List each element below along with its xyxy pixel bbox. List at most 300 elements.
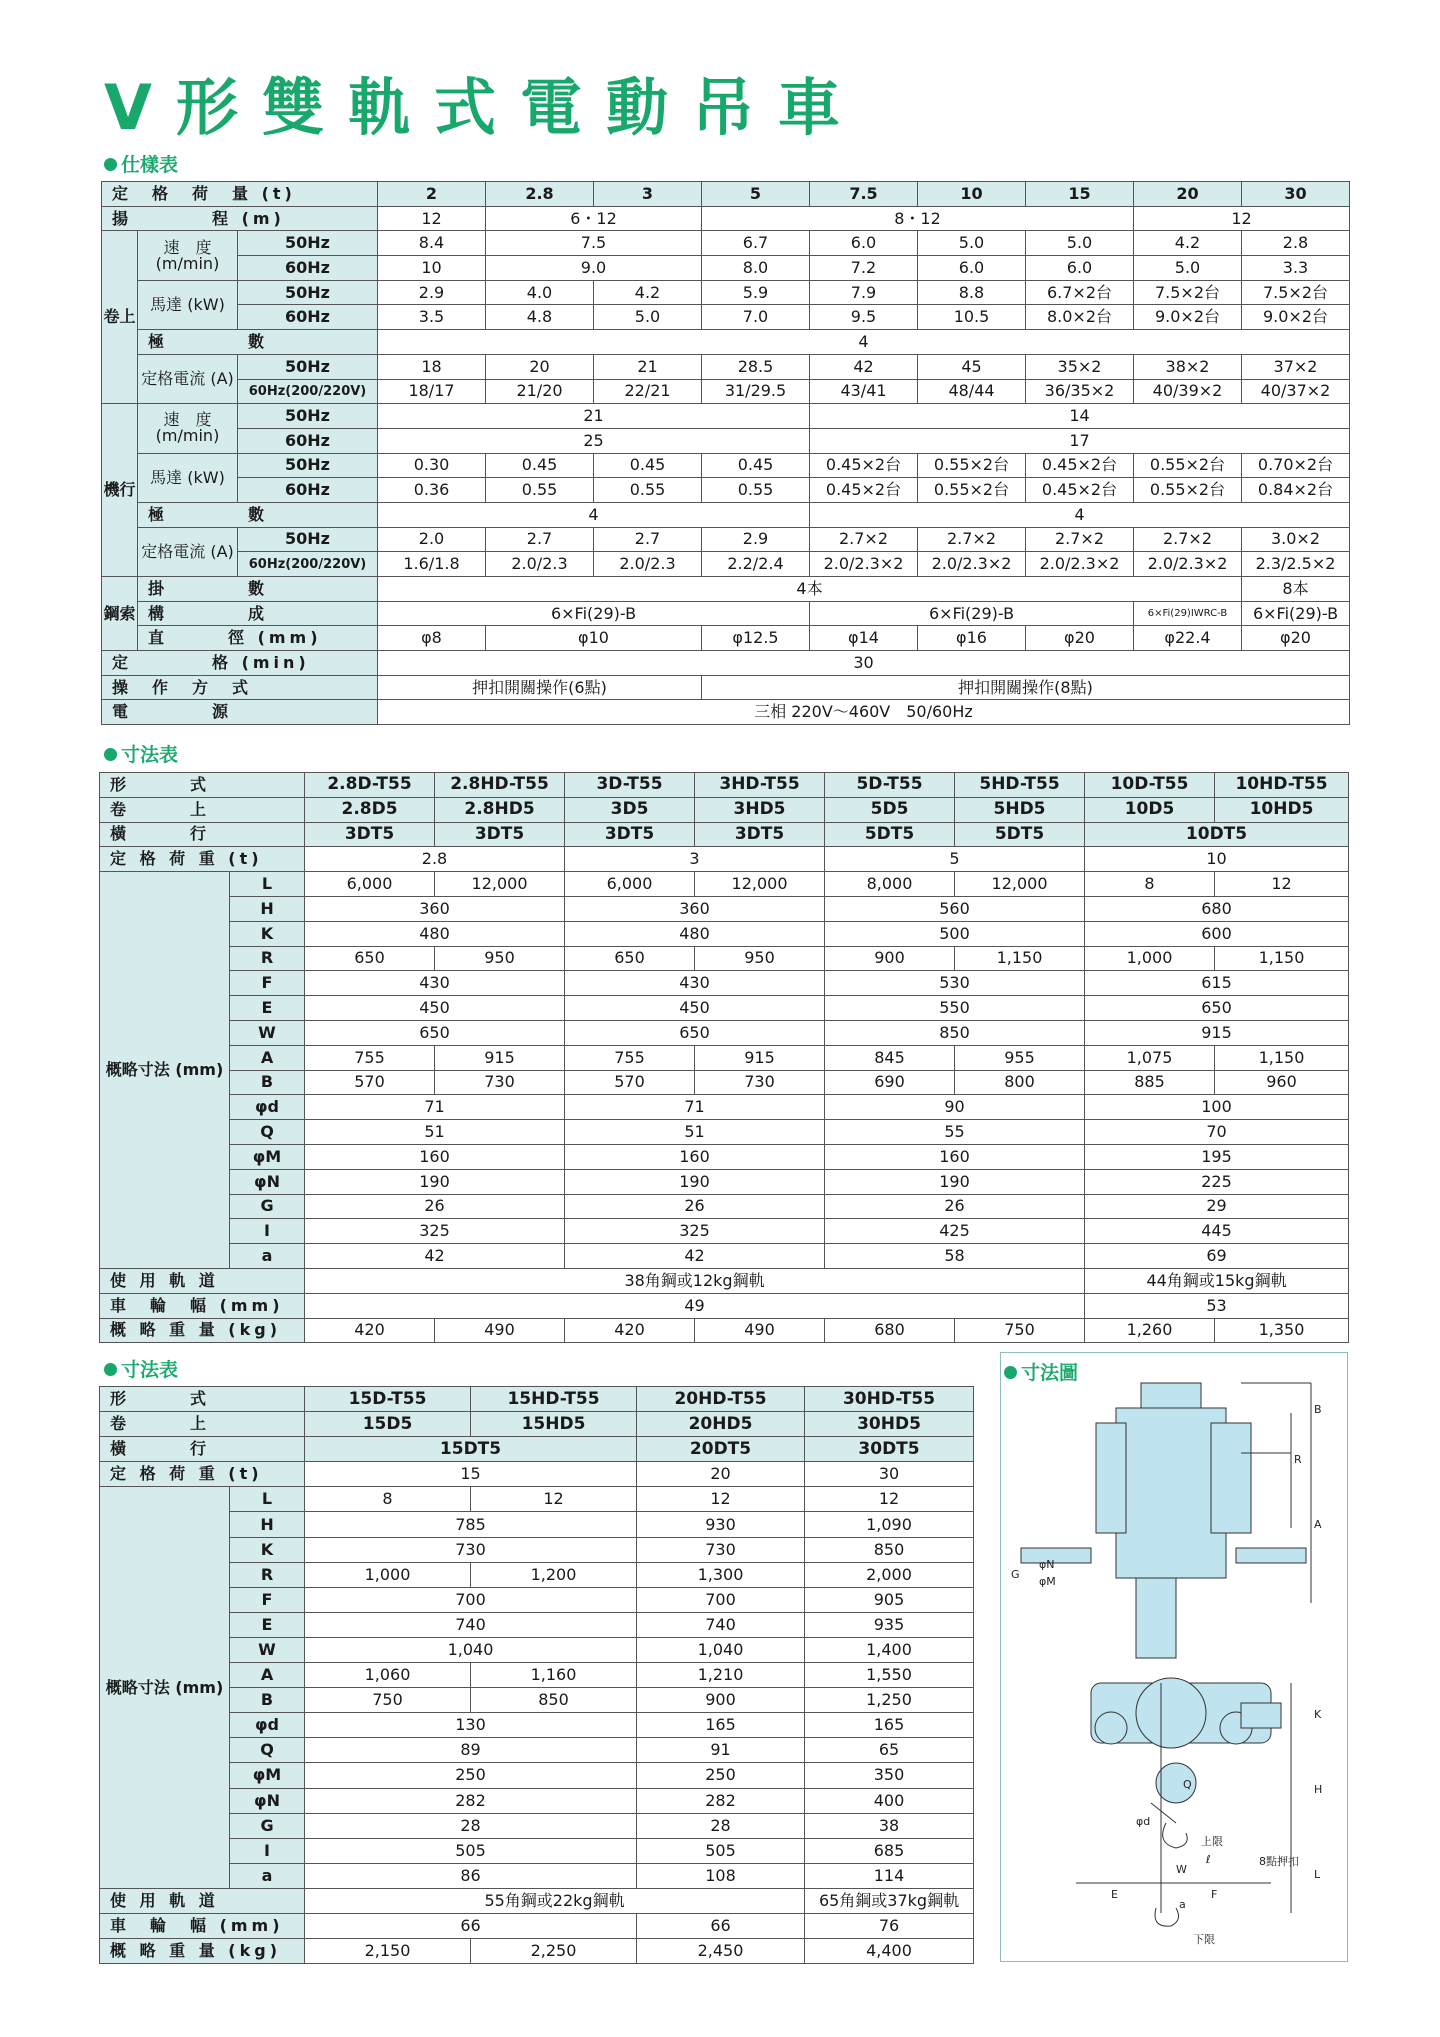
table-cell: 橫 行: [100, 1437, 305, 1462]
table-cell: 1,250: [805, 1688, 974, 1713]
table-cell: 28.5: [702, 354, 810, 379]
table-cell: 形 式: [100, 1387, 305, 1412]
table-cell: 7.5×2台: [1242, 280, 1350, 305]
table-cell: 49: [305, 1293, 1085, 1318]
table-cell: 1,060: [305, 1663, 471, 1688]
table-cell: 21/20: [486, 379, 594, 404]
table-cell: 5.0: [1134, 256, 1242, 281]
table-cell: 4.8: [486, 305, 594, 330]
table-cell: 755: [305, 1045, 435, 1070]
rated-load-label: 定 格 荷 量 (t): [102, 182, 378, 207]
dimension-key: A: [230, 1663, 305, 1688]
table-cell: 650: [565, 946, 695, 971]
table-row: [102, 626, 1350, 651]
fig-label-F: F: [1211, 1888, 1218, 1901]
table-cell: 6.0: [918, 256, 1026, 281]
table-cell: 0.70×2台: [1242, 453, 1350, 478]
table-cell: φ10: [486, 626, 702, 651]
table-cell: 500: [825, 921, 1085, 946]
table-cell: 8: [305, 1487, 471, 1512]
table-cell: 730: [305, 1537, 637, 1562]
table-cell: 680: [825, 1318, 955, 1343]
table-cell: 8.4: [378, 231, 486, 256]
table-row: [102, 577, 1350, 602]
table-cell: 1,550: [805, 1663, 974, 1688]
table-cell: 1,040: [305, 1637, 637, 1662]
dimension-key: a: [230, 1244, 305, 1269]
table-cell: φ20: [1242, 626, 1350, 651]
fig-lower-limit: 下限: [1193, 1933, 1215, 1946]
table-cell: 6,000: [565, 872, 695, 897]
table-cell: 10: [1085, 847, 1349, 872]
table-cell: 850: [825, 1020, 1085, 1045]
dimension-key: R: [230, 1562, 305, 1587]
table-cell: 29: [1085, 1194, 1349, 1219]
table-row: [100, 1318, 1349, 1343]
dimension-key: φN: [230, 1788, 305, 1813]
dimension-key: φd: [230, 1095, 305, 1120]
table-cell: 38角鋼或12kg鋼軌: [305, 1268, 1085, 1293]
table-cell: 600: [1085, 921, 1349, 946]
model-form: 5HD-T55: [955, 773, 1085, 798]
table-row: [100, 1070, 1349, 1095]
table-cell: 0.55: [486, 478, 594, 503]
fig-label-l: ℓ: [1206, 1853, 1211, 1866]
table-cell: 0.55: [702, 478, 810, 503]
table-row: [102, 428, 1350, 453]
table-cell: 505: [637, 1838, 805, 1863]
hook-block-side: [1136, 1578, 1176, 1658]
table-cell: 50Hz: [238, 354, 378, 379]
rated-load-value: 7.5: [810, 182, 918, 207]
table-cell: 50Hz: [238, 280, 378, 305]
dimension-key: F: [230, 971, 305, 996]
table-cell: 5.9: [702, 280, 810, 305]
table-cell: 60Hz: [238, 305, 378, 330]
table-cell: 9.0×2台: [1242, 305, 1350, 330]
table-cell: 0.45×2台: [810, 478, 918, 503]
fig-label-Q: Q: [1183, 1778, 1192, 1791]
table-cell: 3.0×2: [1242, 527, 1350, 552]
table-cell: 190: [305, 1169, 565, 1194]
table-cell: 0.45: [702, 453, 810, 478]
model-hoist: 15D5: [305, 1412, 471, 1437]
table-cell: 36/35×2: [1026, 379, 1134, 404]
table-cell: 165: [805, 1713, 974, 1738]
table-cell: 2,150: [305, 1939, 471, 1964]
table-row: [100, 1738, 974, 1763]
side-frame-left: [1096, 1423, 1126, 1533]
table-cell: 6,000: [305, 872, 435, 897]
dimension-key: I: [230, 1838, 305, 1863]
fig-label-E: E: [1111, 1888, 1118, 1901]
dimension-table-1: [99, 772, 1349, 1343]
fig-push-button: 8點押扣: [1259, 1855, 1299, 1868]
table-row: [100, 1688, 974, 1713]
table-row: [100, 1020, 1349, 1045]
table-cell: 350: [805, 1763, 974, 1788]
table-cell: 5: [825, 847, 1085, 872]
model-form: 30HD-T55: [805, 1387, 974, 1412]
dimension-key: L: [230, 1487, 305, 1512]
table-row: [102, 231, 1350, 256]
table-cell: 4.2: [594, 280, 702, 305]
table-cell: 430: [565, 971, 825, 996]
table-cell: 1,090: [805, 1512, 974, 1537]
dimension-key: R: [230, 946, 305, 971]
table-row: [100, 1763, 974, 1788]
table-cell: 2,450: [637, 1939, 805, 1964]
table-cell: 325: [565, 1219, 825, 1244]
table-cell: 250: [637, 1763, 805, 1788]
table-cell: 480: [305, 921, 565, 946]
table-cell: 26: [825, 1194, 1085, 1219]
table-cell: 50Hz: [238, 231, 378, 256]
dimension-key: E: [230, 996, 305, 1021]
table-cell: 42: [565, 1244, 825, 1269]
dimension-key: φN: [230, 1169, 305, 1194]
table-cell: 15: [305, 1462, 637, 1487]
page-title: V形雙軌式電動吊車: [104, 71, 864, 144]
table-row: [100, 1437, 974, 1462]
model-travel: 5DT5: [955, 822, 1085, 847]
table-row: [102, 552, 1350, 577]
table-cell: 形 式: [100, 773, 305, 798]
dimension-key: Q: [230, 1738, 305, 1763]
table-row: [100, 1120, 1349, 1145]
rated-load-value: 10: [918, 182, 1026, 207]
table-cell: 3: [565, 847, 825, 872]
table-cell: 8.0: [702, 256, 810, 281]
table-cell: 4.0: [486, 280, 594, 305]
table-cell: 1,210: [637, 1663, 805, 1688]
table-cell: 17: [810, 428, 1350, 453]
table-cell: 935: [805, 1612, 974, 1637]
table-row: [100, 1244, 1349, 1269]
dimension-key: φd: [230, 1713, 305, 1738]
table-cell: 930: [637, 1512, 805, 1537]
model-hoist: 30HD5: [805, 1412, 974, 1437]
table-cell: 955: [955, 1045, 1085, 1070]
table-row: [102, 502, 1350, 527]
table-cell: 490: [435, 1318, 565, 1343]
model-hoist: 20HD5: [637, 1412, 805, 1437]
table-cell: 530: [825, 971, 1085, 996]
table-cell: 車 輪 幅 (mm): [100, 1293, 305, 1318]
bullet-icon: [104, 1363, 117, 1376]
table-row: [102, 354, 1350, 379]
table-row: [100, 1637, 974, 1662]
table-cell: 0.55×2台: [1134, 478, 1242, 503]
table-cell: 26: [305, 1194, 565, 1219]
drum: [1136, 1678, 1206, 1748]
table-cell: 560: [825, 896, 1085, 921]
table-cell: 730: [695, 1070, 825, 1095]
table-cell: 615: [1085, 971, 1349, 996]
table-cell: 425: [825, 1219, 1085, 1244]
table-cell: 2.8: [1242, 231, 1350, 256]
model-travel: 3DT5: [695, 822, 825, 847]
dimension-diagram-panel: [1000, 1352, 1348, 1962]
dimension-key: W: [230, 1020, 305, 1045]
table-cell: 4: [810, 502, 1350, 527]
table-cell: 7.9: [810, 280, 918, 305]
rated-load-value: 3: [594, 182, 702, 207]
table-row: [100, 847, 1349, 872]
table-cell: 9.0: [486, 256, 702, 281]
speed-label: 速 度 (m/min): [138, 231, 238, 280]
table-cell: 操 作 方 式: [102, 675, 378, 700]
table-cell: 概 略 重 量 (kg): [100, 1939, 305, 1964]
table-row: [102, 453, 1350, 478]
table-cell: 2,000: [805, 1562, 974, 1587]
table-cell: 18/17: [378, 379, 486, 404]
fig-label-phiN: φN: [1039, 1558, 1055, 1571]
model-travel: 3DT5: [305, 822, 435, 847]
table-cell: 70: [1085, 1120, 1349, 1145]
table-cell: 845: [825, 1045, 955, 1070]
table-row: [102, 280, 1350, 305]
table-row: [100, 1713, 974, 1738]
model-form: 2.8D-T55: [305, 773, 435, 798]
table-row: [100, 946, 1349, 971]
table-cell: 2.9: [702, 527, 810, 552]
table-row: [100, 1813, 974, 1838]
table-cell: 7.5×2台: [1134, 280, 1242, 305]
table-row: [102, 206, 1350, 231]
table-cell: 28: [305, 1813, 637, 1838]
model-form: 15HD-T55: [471, 1387, 637, 1412]
table-cell: 1,260: [1085, 1318, 1215, 1343]
lift-label: 揚 程 (m): [102, 206, 378, 231]
table-cell: 0.84×2台: [1242, 478, 1350, 503]
table-cell: 車 輪 幅 (mm): [100, 1913, 305, 1938]
dimension-key: H: [230, 896, 305, 921]
table-row: [100, 1612, 974, 1637]
table-cell: 43/41: [810, 379, 918, 404]
current-label: 定格電流 (A): [138, 527, 238, 576]
table-cell: 構 成: [138, 601, 378, 626]
model-hoist: 5HD5: [955, 797, 1085, 822]
table-cell: 20: [637, 1462, 805, 1487]
model-form: 3D-T55: [565, 773, 695, 798]
table-cell: 1.6/1.8: [378, 552, 486, 577]
table-cell: 650: [305, 946, 435, 971]
table-cell: 40/37×2: [1242, 379, 1350, 404]
table-cell: 14: [810, 404, 1350, 429]
table-row: [102, 675, 1350, 700]
table-cell: 12: [1134, 206, 1350, 231]
dimension-key: φM: [230, 1763, 305, 1788]
fig-label-phid: φd: [1136, 1815, 1151, 1828]
fig-label-A: A: [1314, 1518, 1322, 1531]
table-cell: 0.45: [486, 453, 594, 478]
table-cell: 6・12: [486, 206, 702, 231]
table-row: [100, 921, 1349, 946]
table-cell: 160: [305, 1144, 565, 1169]
table-cell: 89: [305, 1738, 637, 1763]
table-cell: 700: [305, 1587, 637, 1612]
table-cell: 定 格 (min): [102, 651, 378, 676]
table-cell: 76: [805, 1913, 974, 1938]
table-cell: 0.36: [378, 478, 486, 503]
dimension-key: φM: [230, 1144, 305, 1169]
table-row: [100, 1412, 974, 1437]
table-cell: 2.0/2.3×2: [1134, 552, 1242, 577]
hoist-dimension-diagram: [1001, 1353, 1347, 1961]
table-cell: 8: [1085, 872, 1215, 897]
model-hoist: 3HD5: [695, 797, 825, 822]
table-row: [102, 305, 1350, 330]
table-row: [102, 601, 1350, 626]
table-cell: 9.5: [810, 305, 918, 330]
table-row: [100, 1838, 974, 1863]
table-cell: 20DT5: [637, 1437, 805, 1462]
current-label: 定格電流 (A): [138, 354, 238, 403]
table-cell: 2.7: [594, 527, 702, 552]
table-cell: 1,075: [1085, 1045, 1215, 1070]
table-cell: 190: [565, 1169, 825, 1194]
table-cell: 450: [305, 996, 565, 1021]
table-row: [100, 1663, 974, 1688]
table-cell: 60Hz: [238, 256, 378, 281]
table-cell: 38: [805, 1813, 974, 1838]
spec-table: [101, 181, 1350, 725]
table-cell: 480: [565, 921, 825, 946]
table-cell: 2.3/2.5×2: [1242, 552, 1350, 577]
table-cell: 1,040: [637, 1637, 805, 1662]
table-cell: 2.9: [378, 280, 486, 305]
table-cell: 28: [637, 1813, 805, 1838]
table-cell: 2.0: [378, 527, 486, 552]
rated-load-value: 5: [702, 182, 810, 207]
table-cell: 0.45×2台: [1026, 478, 1134, 503]
table-cell: 730: [637, 1537, 805, 1562]
table-cell: 22/21: [594, 379, 702, 404]
table-cell: 2.7×2: [918, 527, 1026, 552]
hoist-section-label: 卷上: [102, 231, 138, 404]
table-cell: 71: [565, 1095, 825, 1120]
table-cell: 86: [305, 1863, 637, 1888]
table-cell: 0.55×2台: [1134, 453, 1242, 478]
table-cell: 6×Fi(29)-B: [1242, 601, 1350, 626]
table-row: [100, 896, 1349, 921]
table-row: [102, 700, 1350, 725]
dimension-key: K: [230, 921, 305, 946]
table-cell: 2.7×2: [1134, 527, 1242, 552]
table-cell: 押扣開關操作(6點): [378, 675, 702, 700]
table-row: [102, 379, 1350, 404]
speed-label: 速 度 (m/min): [138, 404, 238, 453]
table-cell: 12,000: [955, 872, 1085, 897]
table-cell: 950: [695, 946, 825, 971]
table-row: [100, 1788, 974, 1813]
table-cell: 8・12: [702, 206, 1134, 231]
fig-label-L: L: [1314, 1868, 1321, 1881]
table-cell: 900: [825, 946, 955, 971]
table-cell: 8本: [1242, 577, 1350, 602]
table-cell: 42: [305, 1244, 565, 1269]
table-cell: 950: [435, 946, 565, 971]
table-cell: 12: [378, 206, 486, 231]
table-cell: 8.8: [918, 280, 1026, 305]
table-cell: 30: [805, 1462, 974, 1487]
table-row: [100, 1863, 974, 1888]
table-cell: 650: [565, 1020, 825, 1045]
table-cell: 165: [637, 1713, 805, 1738]
fig-label-B: B: [1314, 1403, 1322, 1416]
model-hoist: 15HD5: [471, 1412, 637, 1437]
table-cell: 60Hz: [238, 428, 378, 453]
table-cell: 31/29.5: [702, 379, 810, 404]
table-cell: 1,000: [305, 1562, 471, 1587]
table-cell: 4,400: [805, 1939, 974, 1964]
motor-label: 馬達 (kW): [138, 453, 238, 502]
table-cell: 定 格 荷 重 (t): [100, 1462, 305, 1487]
table-cell: 12: [1215, 872, 1349, 897]
motor-label: 馬達 (kW): [138, 280, 238, 329]
rated-load-value: 30: [1242, 182, 1350, 207]
table-row: [100, 1939, 974, 1964]
model-hoist: 3D5: [565, 797, 695, 822]
table-cell: 0.30: [378, 453, 486, 478]
table-cell: 12,000: [435, 872, 565, 897]
table-cell: 26: [565, 1194, 825, 1219]
table-cell: 915: [435, 1045, 565, 1070]
table-cell: 66: [637, 1913, 805, 1938]
table-cell: 420: [305, 1318, 435, 1343]
table-cell: 押扣開關操作(8點): [702, 675, 1350, 700]
table-row: [102, 256, 1350, 281]
table-row: [100, 1913, 974, 1938]
table-cell: 6.0: [1026, 256, 1134, 281]
table-row: [100, 1293, 1349, 1318]
table-row: [100, 1095, 1349, 1120]
table-cell: 430: [305, 971, 565, 996]
table-cell: 55角鋼或22kg鋼軌: [305, 1888, 805, 1913]
table-cell: 800: [955, 1070, 1085, 1095]
dimension-key: a: [230, 1863, 305, 1888]
table-cell: 直 徑 (mm): [138, 626, 378, 651]
table-cell: 45: [918, 354, 1026, 379]
table-cell: 445: [1085, 1219, 1349, 1244]
table-cell: 325: [305, 1219, 565, 1244]
table-cell: 25: [378, 428, 810, 453]
table-cell: 2.7×2: [810, 527, 918, 552]
table-row: [102, 182, 1350, 207]
table-cell: 0.45×2台: [1026, 453, 1134, 478]
table-cell: 51: [565, 1120, 825, 1145]
table-cell: 10: [378, 256, 486, 281]
table-cell: 21: [378, 404, 810, 429]
table-cell: 755: [565, 1045, 695, 1070]
dimension-key: Q: [230, 1120, 305, 1145]
table-cell: 0.45×2台: [810, 453, 918, 478]
table-cell: 55: [825, 1120, 1085, 1145]
table-cell: 6×Fi(29)-B: [810, 601, 1134, 626]
table-cell: 51: [305, 1120, 565, 1145]
table-cell: 電 源: [102, 700, 378, 725]
model-form: 20HD-T55: [637, 1387, 805, 1412]
table-cell: 505: [305, 1838, 637, 1863]
fig-label-H: H: [1314, 1783, 1323, 1796]
table-cell: 53: [1085, 1293, 1349, 1318]
table-row: [100, 1537, 974, 1562]
table-cell: φ8: [378, 626, 486, 651]
rail-left: [1021, 1548, 1091, 1563]
model-form: 3HD-T55: [695, 773, 825, 798]
table-cell: 5.0: [918, 231, 1026, 256]
